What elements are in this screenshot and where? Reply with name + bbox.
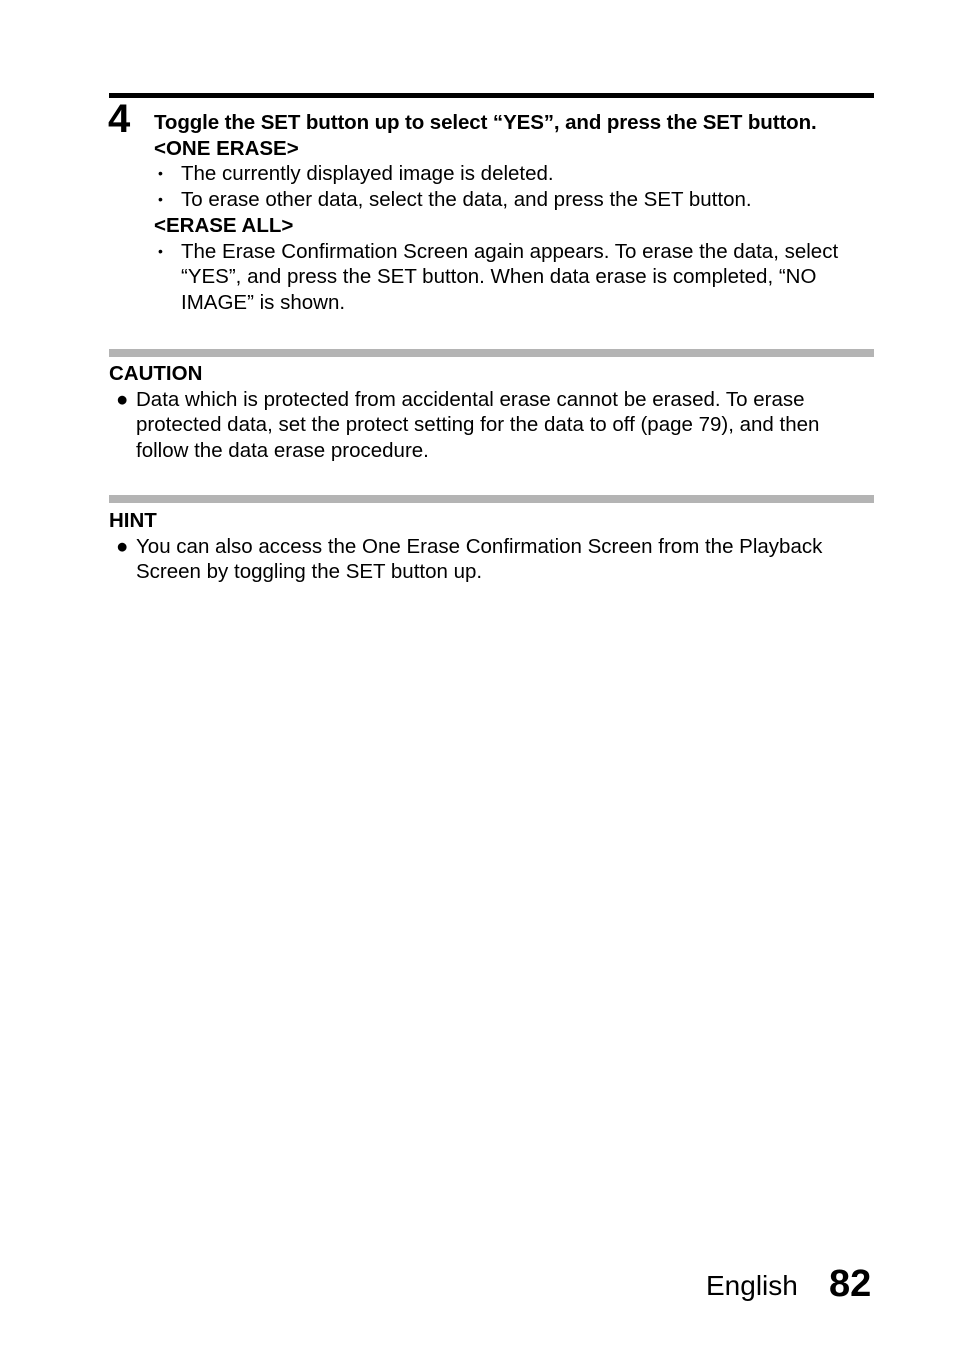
footer-language: English bbox=[706, 1270, 798, 1301]
list-item bbox=[154, 161, 878, 187]
step-body bbox=[154, 110, 878, 316]
list-item bbox=[154, 187, 878, 213]
bullet-icon: ● bbox=[116, 534, 129, 558]
caution-divider bbox=[109, 349, 874, 357]
list-item bbox=[154, 239, 878, 316]
dot-bullet-icon: • bbox=[158, 165, 163, 182]
one-erase-heading: <ONE ERASE> bbox=[154, 136, 299, 160]
dot-bullet-icon: • bbox=[158, 242, 163, 259]
step-divider bbox=[109, 93, 874, 98]
bullet-icon: ● bbox=[116, 387, 129, 411]
caution-list bbox=[109, 387, 874, 464]
dot-bullet-icon: • bbox=[158, 191, 163, 208]
hint-title: HINT bbox=[109, 509, 157, 532]
list-item-text: Data which is protected from accidental erase cannot be erased. To erase protected data, set the protect setting for the data to off (page 79), and then follow the data erase procedure. bbox=[136, 387, 820, 463]
hint-section bbox=[109, 508, 874, 585]
caution-title: CAUTION bbox=[109, 362, 203, 385]
page-number: 82 bbox=[829, 1263, 872, 1305]
list-item bbox=[109, 387, 874, 464]
list-item-text: The Erase Confirmation Screen again appears. To erase the data, select “YES”, and press the SET button. When data erase is completed, “NO IMAGE” is shown. bbox=[181, 239, 839, 314]
hint-divider bbox=[109, 495, 874, 503]
list-item-text: To erase other data, select the data, and press the SET button. bbox=[181, 188, 752, 212]
step-number: 4 bbox=[108, 97, 131, 141]
list-item bbox=[109, 534, 874, 585]
erase-all-heading: <ERASE ALL> bbox=[154, 213, 294, 237]
list-item-text: You can also access the One Erase Confirmation Screen from the Playback Screen by toggling the SET button up. bbox=[136, 534, 823, 584]
list-item-text: The currently displayed image is deleted. bbox=[181, 162, 554, 186]
hint-list bbox=[109, 534, 874, 585]
one-erase-list bbox=[154, 161, 878, 212]
erase-all-list bbox=[154, 239, 878, 316]
caution-section bbox=[109, 361, 874, 464]
step-title: Toggle the SET button up to select “YES”, and press the SET button. bbox=[154, 111, 817, 134]
